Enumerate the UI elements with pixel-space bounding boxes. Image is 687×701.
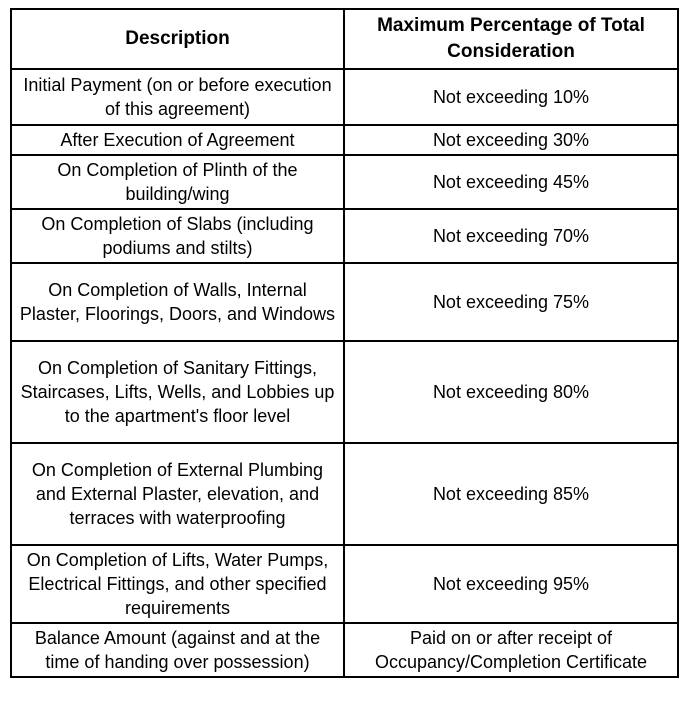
percentage-cell: Not exceeding 70% [344, 209, 678, 263]
description-column-header: Description [11, 9, 344, 69]
table-row [11, 263, 678, 341]
percentage-cell: Not exceeding 45% [344, 155, 678, 209]
description-cell: On Completion of Slabs (including podiums and stilts) [11, 209, 344, 263]
percentage-cell: Not exceeding 75% [344, 263, 678, 341]
percentage-cell: Not exceeding 95% [344, 545, 678, 623]
description-cell: After Execution of Agreement [11, 125, 344, 155]
table-row [11, 125, 678, 155]
percentage-cell: Not exceeding 10% [344, 69, 678, 125]
description-cell: Initial Payment (on or before execution of this agreement) [11, 69, 344, 125]
table-row [11, 443, 678, 545]
table-row [11, 341, 678, 443]
percentage-column-header: Maximum Percentage of Total Consideration [344, 9, 678, 69]
table-row [11, 209, 678, 263]
description-cell: On Completion of Lifts, Water Pumps, Electrical Fittings, and other specified requirements [11, 545, 344, 623]
payment-schedule-table [10, 8, 679, 678]
description-cell: On Completion of Walls, Internal Plaster, Floorings, Doors, and Windows [11, 263, 344, 341]
percentage-cell: Paid on or after receipt of Occupancy/Completion Certificate [344, 623, 678, 677]
table-header-row [11, 9, 678, 69]
table-row [11, 155, 678, 209]
percentage-cell: Not exceeding 80% [344, 341, 678, 443]
table-row [11, 545, 678, 623]
table-row [11, 69, 678, 125]
description-cell: Balance Amount (against and at the time of handing over possession) [11, 623, 344, 677]
percentage-cell: Not exceeding 30% [344, 125, 678, 155]
description-cell: On Completion of Sanitary Fittings, Staircases, Lifts, Wells, and Lobbies up to the apartment's floor level [11, 341, 344, 443]
description-cell: On Completion of Plinth of the building/wing [11, 155, 344, 209]
description-cell: On Completion of External Plumbing and External Plaster, elevation, and terraces with waterproofing [11, 443, 344, 545]
table-row [11, 623, 678, 677]
percentage-cell: Not exceeding 85% [344, 443, 678, 545]
